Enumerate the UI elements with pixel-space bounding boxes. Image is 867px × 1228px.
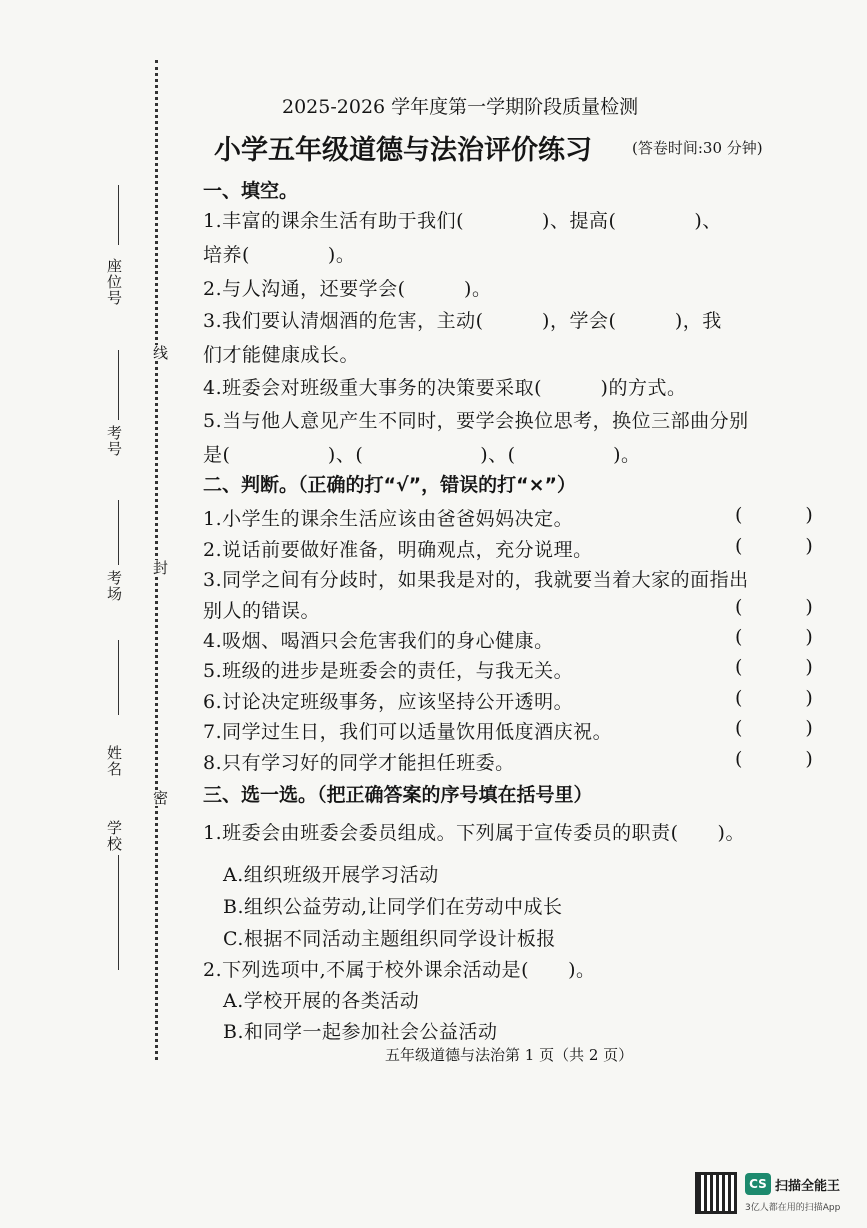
name-blank — [118, 640, 119, 715]
answer-paren[interactable]: ( ) — [735, 656, 835, 678]
name-label: 姓名 — [105, 745, 123, 777]
judge-item: 3.同学之间有分歧时，如果我是对的，我就要当着大家的面指出 — [203, 569, 749, 591]
exam-number-label: 考号 — [105, 425, 123, 457]
judge-item: 8.只有学习好的同学才能担任班委。 — [203, 752, 515, 774]
school-label: 学校 — [105, 820, 123, 852]
judge-item: 6.讨论决定班级事务，应该坚持公开透明。 — [203, 691, 574, 713]
fill-line: 5.当与他人意见产生不同时，要学会换位思考，换位三部曲分别 — [203, 410, 749, 432]
fill-line: 1.丰富的课余生活有助于我们( )、提高( )、 — [203, 210, 722, 232]
answer-paren[interactable]: ( ) — [735, 748, 835, 770]
page-title: 小学五年级道德与法治评价练习 — [214, 135, 592, 166]
answer-paren[interactable]: ( ) — [735, 504, 835, 526]
watermark-tagline: 3亿人都在用的扫描App — [745, 1203, 841, 1213]
exam-subtitle: 2025-2026 学年度第一学期阶段质量检测 — [282, 96, 639, 118]
section3-heading: 三、选一选。（把正确答案的序号填在括号里） — [203, 784, 593, 806]
seat-number-blank — [118, 185, 119, 245]
seal-char-secret: 密 — [151, 790, 169, 806]
choice-question: 2.下列选项中,不属于校外课余活动是( )。 — [203, 959, 596, 981]
judge-item: 7.同学过生日，我们可以适量饮用低度酒庆祝。 — [203, 721, 613, 743]
answer-paren[interactable]: ( ) — [735, 535, 835, 557]
choice-question: 1.班委会由班委会委员组成。下列属于宣传委员的职责( )。 — [203, 822, 745, 844]
judge-item: 1.小学生的课余生活应该由爸爸妈妈决定。 — [203, 508, 574, 530]
answer-paren[interactable]: ( ) — [735, 717, 835, 739]
fill-line: 们才能健康成长。 — [203, 344, 360, 366]
seat-number-label: 座位号 — [105, 258, 123, 306]
page-footer: 五年级道德与法治第 1 页（共 2 页） — [385, 1046, 634, 1064]
answer-paren[interactable]: ( ) — [735, 687, 835, 709]
exam-number-blank — [118, 350, 119, 420]
seal-char-line: 线 — [151, 345, 169, 361]
judge-item: 2.说话前要做好准备，明确观点，充分说理。 — [203, 539, 593, 561]
choice-option: A.组织班级开展学习活动 — [223, 864, 439, 886]
camscanner-logo: CS — [745, 1173, 771, 1195]
exam-room-label: 考场 — [105, 570, 123, 602]
exam-room-blank — [118, 500, 119, 565]
choice-option: C.根据不同活动主题组织同学设计板报 — [223, 928, 556, 950]
section1-heading: 一、填空。 — [203, 180, 299, 202]
watermark-brand: 扫描全能王 — [775, 1179, 841, 1194]
fill-line: 2.与人沟通，还要学会( )。 — [203, 278, 492, 300]
choice-option: B.和同学一起参加社会公益活动 — [223, 1021, 498, 1043]
seal-char-seal: 封 — [151, 560, 169, 576]
answer-paren[interactable]: ( ) — [735, 626, 835, 648]
judge-item: 5.班级的进步是班委会的责任，与我无关。 — [203, 660, 574, 682]
qr-code-icon — [695, 1172, 737, 1214]
answer-paren[interactable]: ( ) — [735, 596, 835, 618]
fill-line: 培养( )。 — [203, 244, 356, 266]
choice-option: A.学校开展的各类活动 — [223, 990, 420, 1012]
fill-line: 是( )、( )、( )。 — [203, 444, 641, 466]
choice-option: B.组织公益劳动,让同学们在劳动中成长 — [223, 896, 563, 918]
judge-item: 别人的错误。 — [203, 600, 321, 622]
section2-heading: 二、判断。（正确的打“√”，错误的打“×”） — [203, 474, 577, 496]
fill-line: 4.班委会对班级重大事务的决策要采取( )的方式。 — [203, 377, 687, 399]
judge-item: 4.吸烟、喝酒只会危害我们的身心健康。 — [203, 630, 554, 652]
school-blank — [118, 855, 119, 970]
time-note: (答卷时间:30 分钟) — [632, 139, 763, 157]
fill-line: 3.我们要认清烟酒的危害，主动( )，学会( )，我 — [203, 310, 722, 332]
